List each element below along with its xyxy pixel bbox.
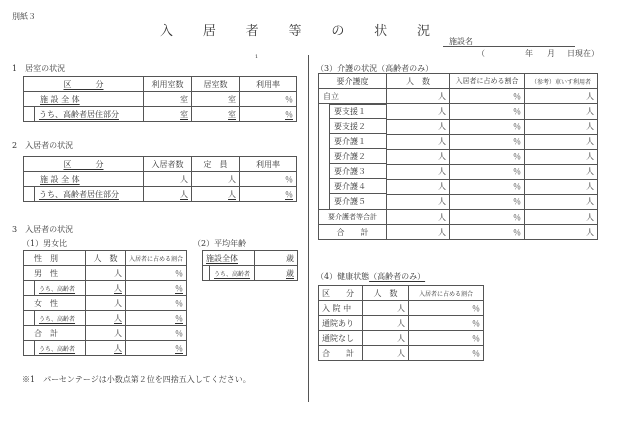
table-row: [319, 134, 598, 149]
usage-rate-cell[interactable]: ％: [285, 109, 293, 119]
usage-rate-cell[interactable]: ％: [240, 92, 297, 107]
ratio-cell[interactable]: ％: [409, 346, 484, 361]
table-row: [24, 281, 187, 296]
count-cell[interactable]: 人: [85, 266, 125, 281]
row-label: 施設全体: [206, 253, 238, 263]
table-row: [319, 179, 598, 194]
ratio-cell[interactable]: ％: [125, 266, 186, 281]
table-row: [24, 172, 297, 187]
as-of-month: 月: [547, 49, 555, 58]
header-category: 区 分: [319, 286, 363, 301]
header-used-rooms: 利用室数: [144, 77, 192, 92]
table-row: [319, 119, 598, 134]
count-cell[interactable]: 人: [387, 104, 450, 120]
count-cell[interactable]: 人: [387, 179, 450, 194]
count-cell[interactable]: 人: [387, 119, 450, 134]
rooms-cell[interactable]: 室: [192, 92, 240, 107]
table-row: [24, 326, 187, 341]
row-label: うち、高齢者: [214, 270, 251, 278]
header-gender: 性 別: [24, 251, 86, 266]
capacity-cell[interactable]: 人: [192, 172, 240, 187]
page-title: [160, 20, 430, 39]
ratio-cell[interactable]: ％: [175, 313, 183, 323]
row-label: 通院あり: [319, 316, 363, 331]
health-heading-note: （高齢者のみ）: [369, 272, 426, 281]
wheelchair-cell[interactable]: 人: [525, 225, 598, 240]
count-cell[interactable]: 人: [113, 313, 122, 323]
used-rooms-cell[interactable]: 室: [180, 109, 188, 119]
table-row: [24, 311, 187, 326]
wheelchair-cell[interactable]: 人: [525, 194, 598, 210]
table-row: [319, 331, 484, 346]
row-label: うち、高齢者: [39, 285, 76, 293]
table-row: [319, 104, 598, 120]
table-row: [319, 225, 598, 240]
average-age-table: [202, 250, 298, 281]
as-of-suffix: 日現在）: [567, 49, 599, 58]
row-label: 男 性: [24, 266, 86, 281]
count-cell[interactable]: 人: [387, 89, 450, 104]
section1-heading: 1 居室の状況: [12, 64, 66, 73]
average-age-heading: （2）平均年齢: [193, 239, 247, 248]
row-label: うち、高齢者: [39, 345, 76, 353]
count-cell[interactable]: 人: [387, 164, 450, 179]
header-residents: 入居者数: [144, 157, 192, 172]
title-char: 居: [202, 24, 216, 39]
table-row: [319, 210, 598, 225]
resident-status-table: [23, 156, 297, 202]
count-cell[interactable]: 人: [85, 326, 125, 341]
ratio-cell[interactable]: ％: [450, 134, 525, 149]
header-count: 人 数: [363, 286, 409, 301]
table-row: [24, 187, 297, 202]
wheelchair-cell[interactable]: 人: [525, 179, 598, 194]
age-cell[interactable]: 歳: [286, 268, 294, 278]
header-ratio: 入居者に占める割合: [125, 251, 186, 266]
section3-heading: 3 入居者の状況: [12, 225, 74, 234]
row-label: 要支援１: [329, 104, 386, 119]
page-label: 別紙３: [12, 12, 36, 21]
rooms-cell[interactable]: 室: [228, 109, 236, 119]
as-of-date: [477, 48, 599, 59]
facility-name-field[interactable]: [443, 36, 575, 47]
ratio-cell[interactable]: ％: [409, 301, 484, 316]
count-cell[interactable]: 人: [363, 301, 409, 316]
title-char: 況: [416, 24, 430, 39]
care-heading-note: （高齢者のみ）: [377, 64, 434, 73]
ratio-cell[interactable]: ％: [450, 210, 525, 225]
health-heading: [316, 271, 425, 282]
row-label: 入 院 中: [319, 301, 363, 316]
title-char: 等: [288, 24, 302, 39]
header-ratio: 入居者に占める割合: [450, 74, 525, 89]
row-label: 要介護１: [329, 134, 386, 149]
header-ratio: 入居者に占める割合: [409, 286, 484, 301]
ratio-cell[interactable]: ％: [450, 149, 525, 164]
residents-cell[interactable]: 人: [180, 189, 188, 199]
count-cell[interactable]: 人: [363, 331, 409, 346]
row-label: 合 計: [319, 225, 387, 240]
header-rooms: 居室数: [192, 77, 240, 92]
table-row: [24, 296, 187, 311]
care-heading-text: （3）介護の状況: [316, 64, 378, 73]
wheelchair-cell[interactable]: 人: [525, 210, 598, 225]
header-care-level: 要介護度: [319, 74, 387, 89]
header-category: 区 分: [63, 79, 104, 89]
gender-ratio-heading: （1）男女比: [22, 239, 68, 248]
footnote: ※1 パーセンテージは小数点第２位を四捨五入してください。: [22, 375, 251, 384]
ratio-cell[interactable]: ％: [125, 296, 186, 311]
table-row: [24, 107, 297, 122]
age-cell[interactable]: 歳: [255, 251, 298, 266]
header-count: 人 数: [387, 74, 450, 89]
page-number: 1: [255, 54, 259, 60]
header-capacity: 定 員: [192, 157, 240, 172]
row-label: 合 計: [319, 346, 363, 361]
header-usage-rate: 利用率: [240, 157, 297, 172]
row-label: 要介護３: [329, 164, 386, 179]
health-status-table: [318, 285, 484, 361]
header-count: 人 数: [85, 251, 125, 266]
count-cell[interactable]: 人: [387, 210, 450, 225]
row-label: 合 計: [24, 326, 86, 341]
ratio-cell[interactable]: ％: [450, 89, 525, 104]
row-label: 要介護５: [329, 194, 386, 209]
as-of-open: （: [477, 49, 485, 58]
row-label: 女 性: [24, 296, 86, 311]
wheelchair-cell[interactable]: 人: [525, 149, 598, 164]
room-status-table: [23, 76, 297, 122]
table-row: [24, 266, 187, 281]
table-row: [319, 89, 598, 104]
row-label: 要介護者等合計: [319, 210, 387, 225]
title-char: 入: [160, 24, 174, 39]
table-row: [24, 92, 297, 107]
ratio-cell[interactable]: ％: [450, 104, 525, 120]
row-label: 自立: [319, 89, 387, 104]
ratio-cell[interactable]: ％: [175, 343, 183, 353]
wheelchair-cell[interactable]: 人: [525, 119, 598, 134]
count-cell[interactable]: 人: [363, 316, 409, 331]
row-label: うち、高齢者: [39, 315, 76, 323]
count-cell[interactable]: 人: [387, 149, 450, 164]
column-divider: [308, 55, 309, 402]
count-cell[interactable]: 人: [387, 194, 450, 210]
header-wheelchair-users: （参考）車いす利用者: [525, 74, 598, 89]
used-rooms-cell[interactable]: 室: [144, 92, 192, 107]
ratio-cell[interactable]: ％: [450, 119, 525, 134]
row-label: 施 設 全 体: [40, 174, 80, 184]
count-cell[interactable]: 人: [387, 225, 450, 240]
ratio-cell[interactable]: ％: [450, 225, 525, 240]
count-cell[interactable]: 人: [113, 283, 122, 293]
ratio-cell[interactable]: ％: [175, 283, 183, 293]
row-label: 通院なし: [319, 331, 363, 346]
gender-ratio-table: [23, 250, 187, 356]
ratio-cell[interactable]: ％: [409, 316, 484, 331]
table-row: [24, 341, 187, 356]
table-row: [319, 346, 484, 361]
section2-heading: 2 入居者の状況: [12, 141, 74, 150]
table-row: [203, 251, 298, 266]
residents-cell[interactable]: 人: [144, 172, 192, 187]
usage-rate-cell[interactable]: ％: [240, 172, 297, 187]
as-of-year: 年: [525, 49, 533, 58]
table-row: [319, 149, 598, 164]
ratio-cell[interactable]: ％: [450, 179, 525, 194]
table-row: [319, 164, 598, 179]
title-char: 者: [245, 24, 259, 39]
header-usage-rate: 利用率: [240, 77, 297, 92]
row-label: うち、高齢者居住部分: [39, 109, 119, 119]
facility-label: 施設名: [449, 37, 473, 46]
row-label: 要介護２: [329, 149, 386, 164]
count-cell[interactable]: 人: [85, 296, 125, 311]
header-category: 区 分: [63, 159, 104, 169]
count-cell[interactable]: 人: [363, 346, 409, 361]
wheelchair-cell[interactable]: 人: [525, 89, 598, 104]
count-cell[interactable]: 人: [113, 343, 122, 353]
wheelchair-cell[interactable]: 人: [525, 134, 598, 149]
row-label: うち、高齢者居住部分: [39, 189, 119, 199]
usage-rate-cell[interactable]: ％: [285, 189, 293, 199]
ratio-cell[interactable]: ％: [450, 194, 525, 210]
capacity-cell[interactable]: 人: [228, 189, 236, 199]
wheelchair-cell[interactable]: 人: [525, 104, 598, 120]
ratio-cell[interactable]: ％: [450, 164, 525, 179]
title-char: 状: [374, 24, 388, 39]
row-label: 施 設 全 体: [40, 94, 80, 104]
ratio-cell[interactable]: ％: [409, 331, 484, 346]
wheelchair-cell[interactable]: 人: [525, 164, 598, 179]
health-heading-text: （4）健康状態: [316, 272, 370, 281]
care-status-table: [318, 73, 598, 240]
table-row: [319, 301, 484, 316]
table-row: [319, 316, 484, 331]
row-label: 要支援２: [329, 119, 386, 134]
title-char: の: [331, 24, 345, 39]
table-row: [319, 194, 598, 210]
table-row: [203, 266, 298, 281]
count-cell[interactable]: 人: [387, 134, 450, 149]
ratio-cell[interactable]: ％: [125, 326, 186, 341]
row-label: 要介護４: [329, 179, 386, 194]
